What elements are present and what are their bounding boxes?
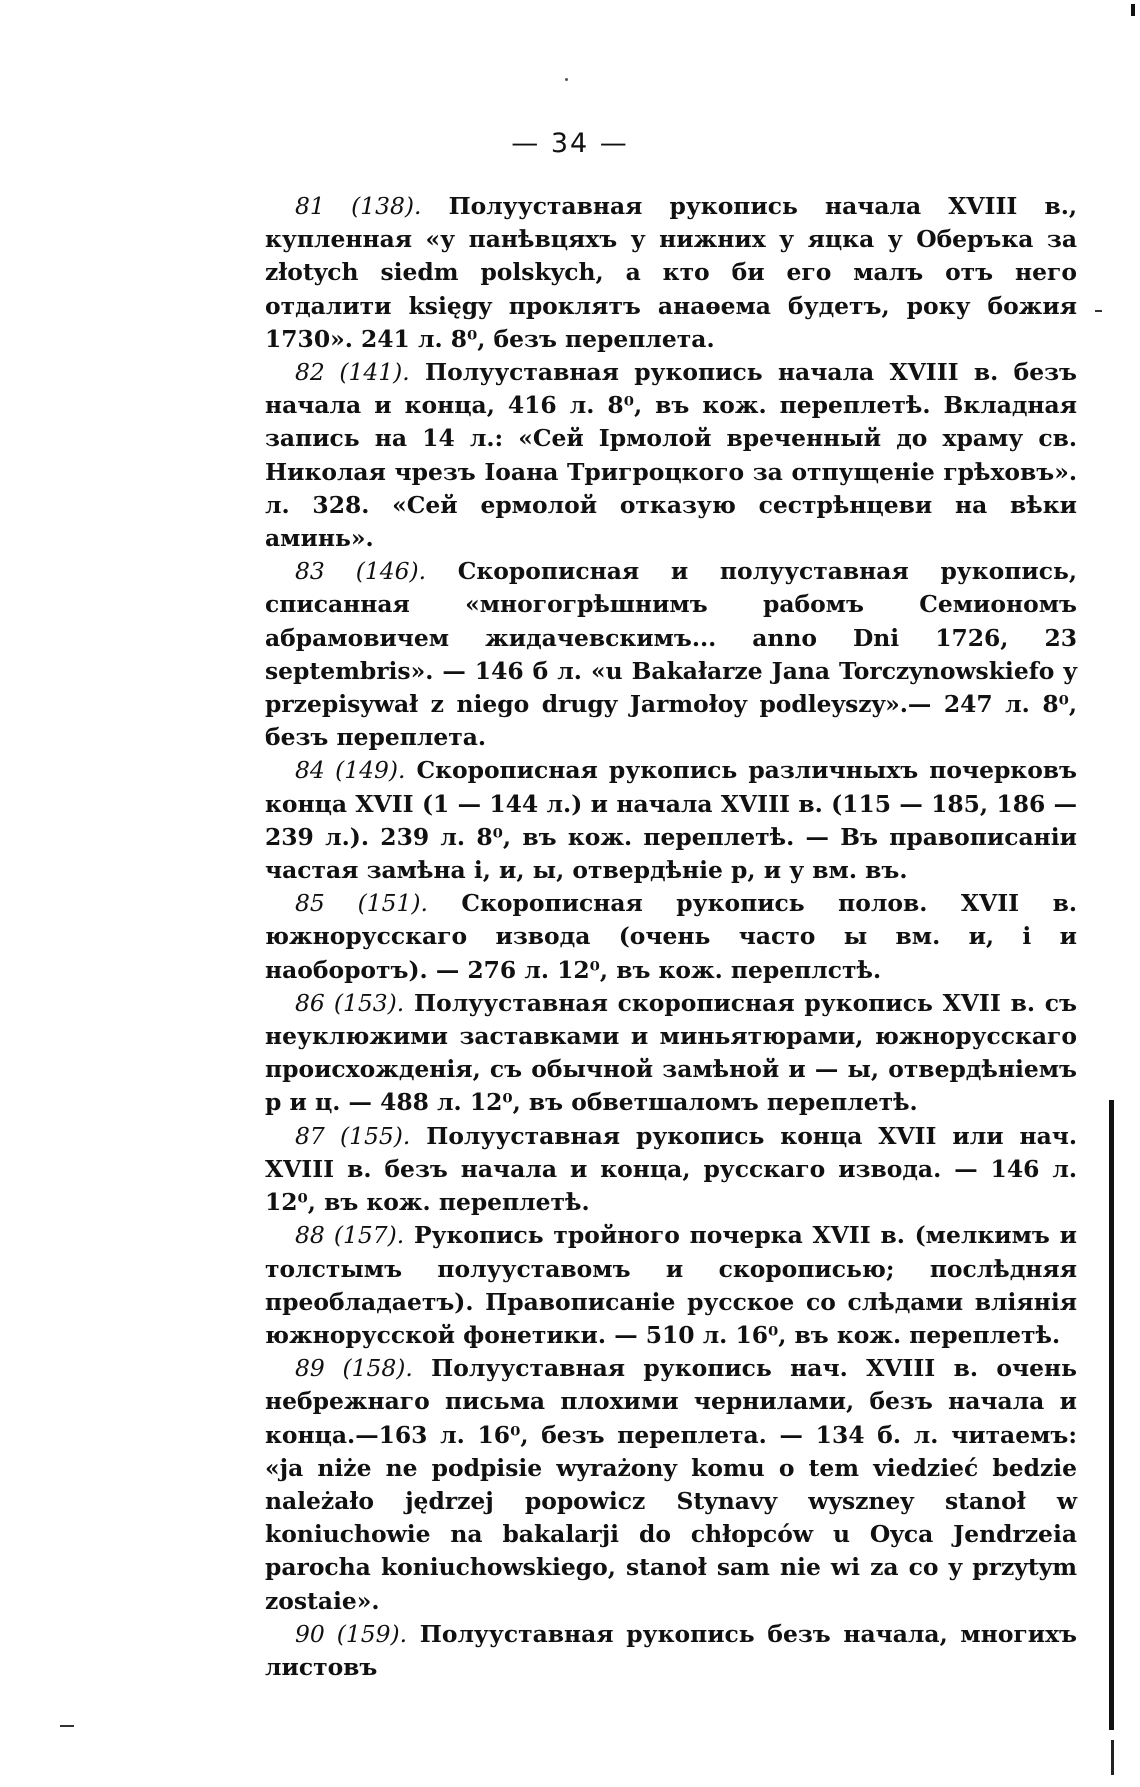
entry-text: Полууставная рукопись начала XVIII в. безъ начала и конца, 416 л. 8⁰, въ кож. переплетѣ. Вкладная запись на 14 л.: «Сей Ірмолой вреченный до храму св. Николая чрезъ Іоана Тригроцкого за отпущеніе грѣховъ». л. 328. «Сей ермолой отказую сестрѣнцеви на вѣки аминь».	[265, 358, 1077, 553]
entry-text: Скорописная и полууставная рукопись, списанная «многогрѣшнимъ рабомъ Семиономъ абрамовичем жидачевскимъ... anno Dni 1726, 23 septembris». — 146 б л. «u Bakałarze Jana Torczynowskiefo y przepisywał z niego drugy Jarmołoy podleyszy».— 247 л. 8⁰, безъ переплета.	[265, 557, 1077, 752]
entry-text: Рукопись тройного почерка XVII в. (мелкимъ и толстымъ полууставомъ и скорописью; послѣдняя преобладаетъ). Правописаніе русское со слѣдами вліянія южнорусской фонетики. — 510 л. 16⁰, въ кож. переплетѣ.	[265, 1221, 1077, 1349]
entry-number: 85 (151).	[295, 889, 428, 918]
catalog-entry	[265, 1352, 1077, 1618]
catalog-entry	[265, 754, 1077, 887]
margin-mark	[1095, 310, 1102, 312]
entry-number: 84 (149).	[295, 756, 406, 785]
entry-number: 82 (141).	[295, 358, 410, 387]
entry-number: 83 (146).	[295, 557, 427, 586]
catalog-entry	[265, 1120, 1077, 1220]
entry-text: Полууставная рукопись нач. XVIII в. очень небрежнаго письма плохими чернилами, безъ начала и конца.—163 л. 16⁰, безъ переплета. — 134 б. л. читаемъ: «ja niże ne podpisie wyrażony komu o tem viedzieć bedzie należało jędrzej popowicz Stynavy wyszney stanoł w koniuchowie na bakalarji do chłopców u Oyca Jendrzeia parocha koniuchowskiego, stanoł sam nie wi za co y przytym zostaie».	[265, 1354, 1077, 1615]
page-edge-shadow	[1111, 1740, 1114, 1775]
entry-text: Скорописная рукопись различныхъ почерковъ конца XVII (1 — 144 л.) и начала XVIII в. (115 — 185, 186 — 239 л.). 239 л. 8⁰, въ кож. переплетѣ. — Въ правописаніи частая замѣна і, и, ы, отвердѣніе р, и у вм. въ.	[265, 756, 1077, 885]
catalog-entry	[265, 987, 1077, 1120]
entry-number: 90 (159).	[295, 1619, 408, 1648]
catalog-entry	[265, 1618, 1077, 1684]
entry-number: 81 (138).	[295, 192, 422, 220]
catalog-entry	[265, 887, 1077, 987]
entry-text: Полууставная рукопись безъ начала, многихъ листовъ	[265, 1619, 1077, 1681]
page-edge-shadow	[1109, 1100, 1114, 1730]
page-number: — 34 —	[511, 128, 629, 159]
entry-text: Полууставная рукопись начала XVIII в., купленная «у панѣвцяхъ у нижних у яцка у Оберъка за złotych siedm polskych, а кто би его малъ отъ него отдалити księgy проклятъ анаѳема будетъ, року божия 1730». 241 л. 8⁰, безъ переплета.	[265, 192, 1077, 353]
catalog-entry	[265, 190, 1077, 356]
entry-text: Полууставная скорописная рукопись XVII в. съ неуклюжими заставками и миньятюрами, южнорусскаго происхожденія, съ обычной замѣной и — ы, отвердѣніемъ р и ц. — 488 л. 12⁰, въ обветшаломъ переплетѣ.	[265, 988, 1077, 1117]
scan-speck	[565, 78, 568, 81]
entry-number: 86 (153).	[295, 988, 405, 1017]
catalog-entry	[265, 1219, 1077, 1352]
entry-number: 88 (157).	[295, 1221, 405, 1250]
catalog-entry	[265, 555, 1077, 754]
catalog-entry	[265, 356, 1077, 555]
margin-mark	[60, 1725, 74, 1727]
catalog-text	[265, 190, 1077, 1684]
entry-number: 89 (158).	[295, 1354, 413, 1383]
scan-edge-mark	[1131, 4, 1135, 16]
entry-text: Полууставная рукопись конца XVII или нач. XVIII в. безъ начала и конца, русскаго извода. — 146 л. 12⁰, въ кож. переплетѣ.	[265, 1121, 1077, 1217]
entry-text: Скорописная рукопись полов. XVII в. южнорусскаго извода (очень часто ы вм. и, і и наоборотъ). — 276 л. 12⁰, въ кож. переплстѣ.	[265, 889, 1077, 984]
entry-number: 87 (155).	[295, 1121, 411, 1150]
